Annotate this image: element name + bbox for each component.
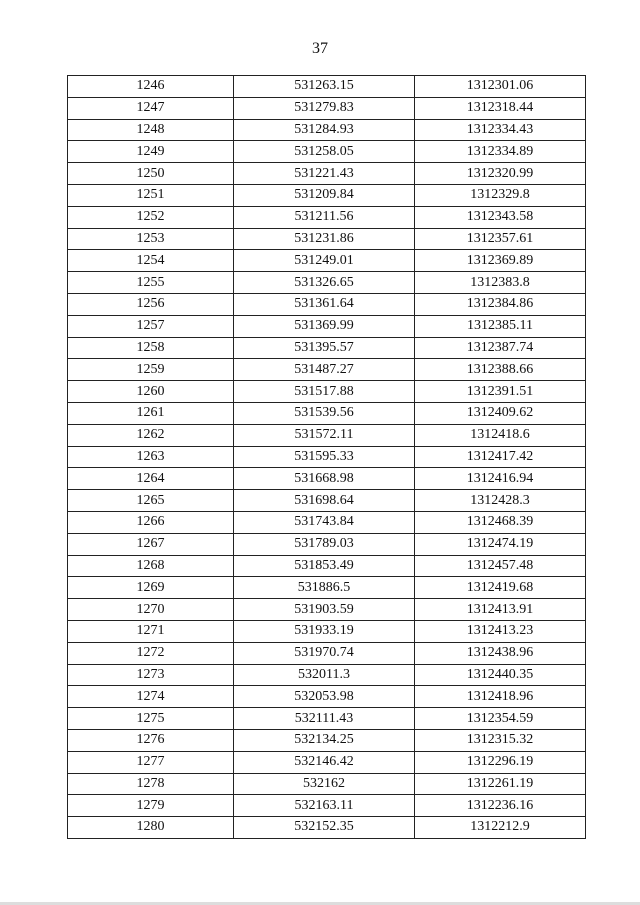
table-row [68,577,586,599]
y-coordinate-cell: 1312387.74 [415,337,586,359]
point-number-cell: 1272 [68,642,234,664]
point-number-cell: 1261 [68,402,234,424]
point-number-cell: 1253 [68,228,234,250]
table-row [68,141,586,163]
table-row [68,599,586,621]
table-row [68,664,586,686]
y-coordinate-cell: 1312385.11 [415,315,586,337]
y-coordinate-cell: 1312388.66 [415,359,586,381]
x-coordinate-cell: 531743.84 [234,511,415,533]
y-coordinate-cell: 1312315.32 [415,729,586,751]
y-coordinate-cell: 1312438.96 [415,642,586,664]
table-row [68,381,586,403]
table-row [68,773,586,795]
x-coordinate-cell: 531572.11 [234,424,415,446]
y-coordinate-cell: 1312417.42 [415,446,586,468]
point-number-cell: 1248 [68,119,234,141]
x-coordinate-cell: 531517.88 [234,381,415,403]
table-row [68,620,586,642]
point-number-cell: 1259 [68,359,234,381]
point-number-cell: 1255 [68,272,234,294]
page-number: 37 [312,40,328,57]
point-number-cell: 1256 [68,293,234,315]
coordinates-table [67,75,586,839]
table-row [68,686,586,708]
x-coordinate-cell: 531395.57 [234,337,415,359]
y-coordinate-cell: 1312334.89 [415,141,586,163]
table-row [68,490,586,512]
table-row [68,97,586,119]
x-coordinate-cell: 531211.56 [234,206,415,228]
x-coordinate-cell: 531249.01 [234,250,415,272]
point-number-cell: 1267 [68,533,234,555]
table-row [68,315,586,337]
y-coordinate-cell: 1312296.19 [415,751,586,773]
x-coordinate-cell: 531369.99 [234,315,415,337]
x-coordinate-cell: 532053.98 [234,686,415,708]
y-coordinate-cell: 1312440.35 [415,664,586,686]
y-coordinate-cell: 1312334.43 [415,119,586,141]
y-coordinate-cell: 1312457.48 [415,555,586,577]
table-row [68,337,586,359]
x-coordinate-cell: 531279.83 [234,97,415,119]
point-number-cell: 1266 [68,511,234,533]
y-coordinate-cell: 1312416.94 [415,468,586,490]
y-coordinate-cell: 1312413.91 [415,599,586,621]
x-coordinate-cell: 531487.27 [234,359,415,381]
table-row [68,642,586,664]
point-number-cell: 1268 [68,555,234,577]
y-coordinate-cell: 1312391.51 [415,381,586,403]
x-coordinate-cell: 531361.64 [234,293,415,315]
y-coordinate-cell: 1312468.39 [415,511,586,533]
table-row [68,795,586,817]
y-coordinate-cell: 1312419.68 [415,577,586,599]
point-number-cell: 1250 [68,163,234,185]
table-row [68,206,586,228]
table-row [68,468,586,490]
x-coordinate-cell: 532162 [234,773,415,795]
table-row [68,555,586,577]
point-number-cell: 1252 [68,206,234,228]
point-number-cell: 1254 [68,250,234,272]
x-coordinate-cell: 532163.11 [234,795,415,817]
table-row [68,359,586,381]
point-number-cell: 1251 [68,184,234,206]
table-row [68,272,586,294]
point-number-cell: 1279 [68,795,234,817]
x-coordinate-cell: 531853.49 [234,555,415,577]
x-coordinate-cell: 531284.93 [234,119,415,141]
table-row [68,184,586,206]
point-number-cell: 1275 [68,708,234,730]
x-coordinate-cell: 531209.84 [234,184,415,206]
x-coordinate-cell: 531595.33 [234,446,415,468]
x-coordinate-cell: 531263.15 [234,76,415,98]
x-coordinate-cell: 531886.5 [234,577,415,599]
x-coordinate-cell: 531933.19 [234,620,415,642]
table-row [68,163,586,185]
y-coordinate-cell: 1312343.58 [415,206,586,228]
point-number-cell: 1263 [68,446,234,468]
point-number-cell: 1246 [68,76,234,98]
table-row [68,729,586,751]
point-number-cell: 1265 [68,490,234,512]
x-coordinate-cell: 531970.74 [234,642,415,664]
point-number-cell: 1264 [68,468,234,490]
table-row [68,402,586,424]
y-coordinate-cell: 1312384.86 [415,293,586,315]
x-coordinate-cell: 531326.65 [234,272,415,294]
y-coordinate-cell: 1312409.62 [415,402,586,424]
point-number-cell: 1258 [68,337,234,359]
y-coordinate-cell: 1312301.06 [415,76,586,98]
x-coordinate-cell: 531789.03 [234,533,415,555]
x-coordinate-cell: 532146.42 [234,751,415,773]
coordinates-table-body [68,76,586,839]
table-row [68,228,586,250]
y-coordinate-cell: 1312428.3 [415,490,586,512]
table-row [68,511,586,533]
y-coordinate-cell: 1312354.59 [415,708,586,730]
table-row [68,424,586,446]
point-number-cell: 1271 [68,620,234,642]
x-coordinate-cell: 532134.25 [234,729,415,751]
table-row [68,250,586,272]
point-number-cell: 1277 [68,751,234,773]
table-row [68,76,586,98]
point-number-cell: 1280 [68,817,234,839]
table-row [68,817,586,839]
point-number-cell: 1269 [68,577,234,599]
table-row [68,751,586,773]
y-coordinate-cell: 1312329.8 [415,184,586,206]
x-coordinate-cell: 531668.98 [234,468,415,490]
x-coordinate-cell: 531231.86 [234,228,415,250]
y-coordinate-cell: 1312320.99 [415,163,586,185]
table-row [68,119,586,141]
point-number-cell: 1247 [68,97,234,119]
x-coordinate-cell: 532111.43 [234,708,415,730]
table-row [68,293,586,315]
y-coordinate-cell: 1312413.23 [415,620,586,642]
x-coordinate-cell: 532152.35 [234,817,415,839]
x-coordinate-cell: 531539.56 [234,402,415,424]
y-coordinate-cell: 1312474.19 [415,533,586,555]
point-number-cell: 1274 [68,686,234,708]
y-coordinate-cell: 1312369.89 [415,250,586,272]
table-row [68,708,586,730]
table-row [68,446,586,468]
table-row [68,533,586,555]
point-number-cell: 1249 [68,141,234,163]
y-coordinate-cell: 1312261.19 [415,773,586,795]
y-coordinate-cell: 1312383.8 [415,272,586,294]
x-coordinate-cell: 531698.64 [234,490,415,512]
point-number-cell: 1276 [68,729,234,751]
point-number-cell: 1257 [68,315,234,337]
x-coordinate-cell: 531221.43 [234,163,415,185]
y-coordinate-cell: 1312357.61 [415,228,586,250]
y-coordinate-cell: 1312236.16 [415,795,586,817]
y-coordinate-cell: 1312318.44 [415,97,586,119]
y-coordinate-cell: 1312418.96 [415,686,586,708]
x-coordinate-cell: 532011.3 [234,664,415,686]
point-number-cell: 1273 [68,664,234,686]
point-number-cell: 1278 [68,773,234,795]
point-number-cell: 1262 [68,424,234,446]
y-coordinate-cell: 1312212.9 [415,817,586,839]
point-number-cell: 1270 [68,599,234,621]
y-coordinate-cell: 1312418.6 [415,424,586,446]
x-coordinate-cell: 531258.05 [234,141,415,163]
x-coordinate-cell: 531903.59 [234,599,415,621]
point-number-cell: 1260 [68,381,234,403]
